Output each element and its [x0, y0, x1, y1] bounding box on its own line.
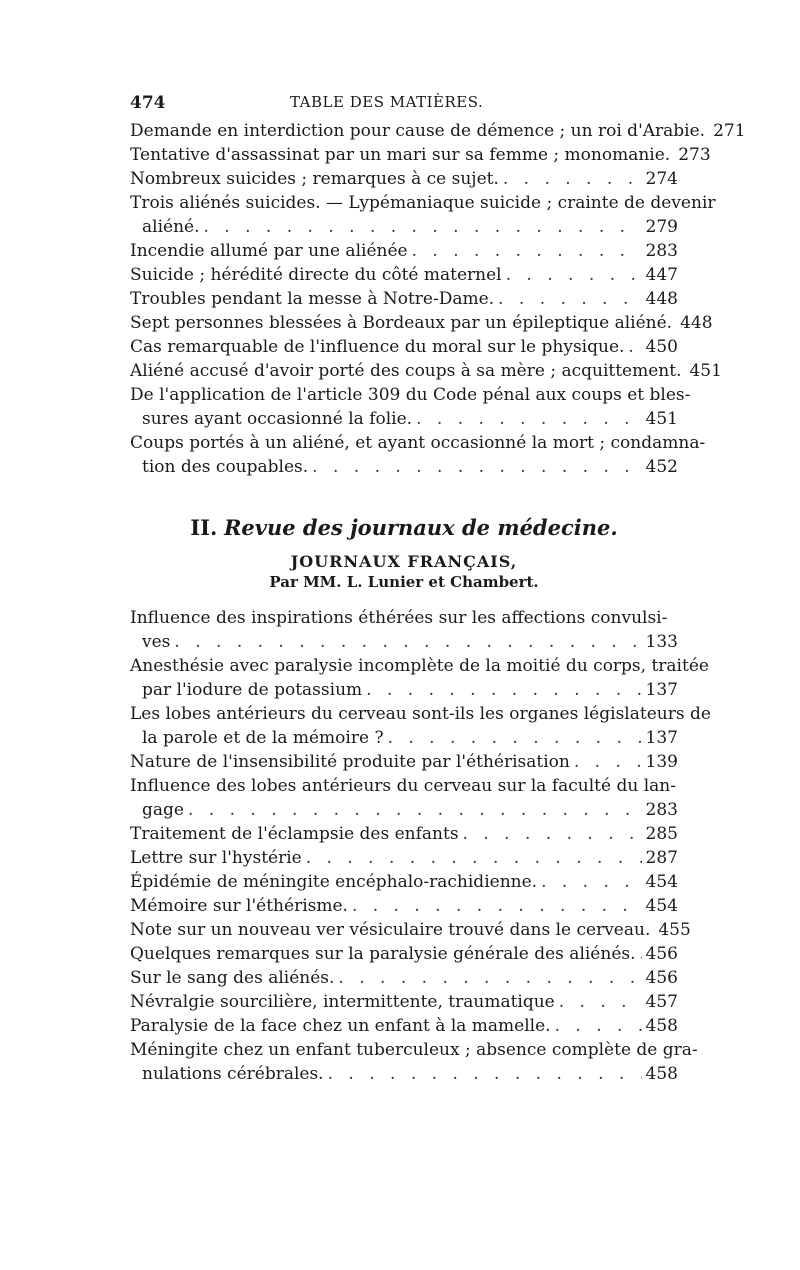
toc-entry: [130, 383, 691, 431]
toc-entry-line: [130, 774, 678, 798]
toc-page-ref: 137: [645, 728, 678, 748]
toc-entry-line: [130, 798, 678, 822]
toc-page-ref: 454: [645, 896, 678, 916]
toc-list-bottom: [130, 606, 711, 1086]
toc-page-ref: 447: [645, 265, 678, 285]
toc-entry-line: [130, 239, 678, 263]
toc-entry-text: Épidémie de méningite encéphalo-rachidienne.: [130, 872, 538, 892]
toc-entry-line: [130, 918, 691, 942]
toc-page-ref: 273: [678, 145, 711, 165]
toc-entry: [130, 239, 678, 263]
toc-page-ref: 287: [645, 848, 678, 868]
toc-entry-text: Quelques remarques sur la paralysie générale des aliénés.: [130, 944, 636, 964]
toc-entry: [130, 774, 678, 822]
toc-entry-line: [130, 1038, 698, 1062]
section-heading: [130, 515, 678, 540]
toc-entry: [130, 263, 678, 287]
toc-entry-line: [130, 311, 713, 335]
toc-entry-line: [130, 822, 678, 846]
toc-entry: [130, 846, 678, 870]
toc-entry-text: nulations cérébrales.: [142, 1064, 324, 1084]
toc-entry-line: [130, 455, 678, 479]
toc-entry-text: aliéné.: [142, 217, 200, 237]
toc-page-ref: 456: [645, 968, 678, 988]
toc-entry-line: [130, 702, 711, 726]
dot-leader: [188, 798, 642, 822]
dot-leader: [628, 335, 641, 359]
toc-entry-line: [130, 870, 678, 894]
toc-page-ref: 458: [645, 1064, 678, 1084]
dot-leader: [555, 1014, 642, 1038]
toc-page-ref: 448: [645, 289, 678, 309]
toc-entry-line: [130, 287, 678, 311]
toc-page-ref: 451: [689, 361, 722, 381]
toc-entry: [130, 191, 716, 239]
toc-list-top: [130, 119, 746, 479]
toc-entry: [130, 990, 678, 1014]
toc-entry-text: Note sur un nouveau ver vésiculaire trouvé dans le cerveau.: [130, 920, 651, 940]
toc-entry: [130, 750, 678, 774]
toc-entry-line: [130, 431, 706, 455]
toc-entry: [130, 311, 713, 335]
toc-entry-text: Lettre sur l'hystérie: [130, 848, 302, 868]
dot-leader: [352, 894, 642, 918]
toc-entry-text: Suicide ; hérédité directe du côté maternel: [130, 265, 502, 285]
toc-entry: [130, 894, 678, 918]
toc-entry-line: [130, 894, 678, 918]
toc-entry-text: Anesthésie avec paralysie incomplète de la moitié du corps, traitée: [130, 656, 709, 676]
document-page: [130, 85, 746, 1086]
dot-leader: [366, 678, 641, 702]
toc-entry-line: [130, 1014, 678, 1038]
dot-leader: [640, 942, 642, 966]
dot-leader: [328, 1062, 642, 1086]
dot-leader: [463, 822, 642, 846]
dot-leader: [503, 167, 642, 191]
toc-entry: [130, 966, 678, 990]
toc-page-ref: 456: [645, 944, 678, 964]
toc-entry: [130, 167, 678, 191]
toc-page-ref: 137: [645, 680, 678, 700]
toc-page-ref: 450: [645, 337, 678, 357]
toc-entry-line: [130, 191, 716, 215]
dot-leader: [388, 726, 642, 750]
toc-entry: [130, 335, 678, 359]
toc-entry: [130, 870, 678, 894]
toc-entry-text: Les lobes antérieurs du cerveau sont-ils les organes législateurs de: [130, 704, 711, 724]
toc-entry-line: [130, 407, 678, 431]
toc-entry-line: [130, 966, 678, 990]
toc-entry-line: [130, 726, 678, 750]
toc-entry-line: [130, 606, 678, 630]
running-head: [130, 85, 678, 119]
toc-entry-text: Influence des inspirations éthérées sur les affections convulsi-: [130, 608, 668, 628]
toc-entry-line: [130, 383, 691, 407]
toc-entry-line: [130, 119, 746, 143]
section-authors: Par MM. L. Lunier et Chambert.: [269, 573, 539, 591]
page-number: 474: [130, 93, 166, 113]
toc-entry-line: [130, 167, 678, 191]
toc-entry-line: [130, 750, 678, 774]
toc-entry-text: Trois aliénés suicides. — Lypémaniaque suicide ; crainte de devenir: [130, 193, 716, 213]
toc-page-ref: 455: [658, 920, 691, 940]
toc-entry-line: [130, 990, 678, 1014]
toc-page-ref: 458: [645, 1016, 678, 1036]
toc-entry: [130, 143, 711, 167]
dot-leader: [338, 966, 641, 990]
toc-page-ref: 452: [645, 457, 678, 477]
toc-entry-text: Mémoire sur l'éthérisme.: [130, 896, 348, 916]
toc-entry-line: [130, 335, 678, 359]
toc-entry-text: Cas remarquable de l'influence du moral sur le physique.: [130, 337, 625, 357]
toc-entry-line: [130, 942, 678, 966]
toc-page-ref: 139: [645, 752, 678, 772]
dot-leader: [306, 846, 642, 870]
toc-entry: [130, 1014, 678, 1038]
toc-entry-text: Névralgie sourcilière, intermittente, traumatique: [130, 992, 555, 1012]
dot-leader: [541, 870, 641, 894]
toc-entry-text: De l'application de l'article 309 du Code pénal aux coups et bles-: [130, 385, 691, 405]
dot-leader: [498, 287, 641, 311]
toc-entry-line: [130, 630, 678, 654]
toc-entry-text: Troubles pendant la messe à Notre-Dame.: [130, 289, 495, 309]
toc-entry-text: Tentative d'assassinat par un mari sur sa femme ; monomanie.: [130, 145, 671, 165]
toc-entry-line: [130, 1062, 678, 1086]
toc-entry-text: Paralysie de la face chez un enfant à la mamelle.: [130, 1016, 551, 1036]
toc-entry-text: Méningite chez un enfant tuberculeux ; absence complète de gra-: [130, 1040, 698, 1060]
toc-entry-line: [130, 846, 678, 870]
toc-entry: [130, 918, 691, 942]
toc-page-ref: 274: [645, 169, 678, 189]
toc-page-ref: 133: [645, 632, 678, 652]
toc-page-ref: 279: [645, 217, 678, 237]
dot-leader: [574, 750, 642, 774]
dot-leader: [174, 630, 641, 654]
toc-entry-text: sures ayant occasionné la folie.: [142, 409, 413, 429]
dot-leader: [506, 263, 642, 287]
toc-page-ref: 454: [645, 872, 678, 892]
toc-entry-text: Incendie allumé par une aliénée: [130, 241, 408, 261]
toc-entry-text: ves: [142, 632, 171, 652]
toc-page-ref: 271: [713, 121, 746, 141]
toc-page-ref: 451: [645, 409, 678, 429]
dot-leader: [416, 407, 641, 431]
toc-entry-text: gage: [142, 800, 184, 820]
toc-page-ref: 283: [645, 800, 678, 820]
toc-entry: [130, 1038, 698, 1086]
toc-entry-text: Nombreux suicides ; remarques à ce sujet.: [130, 169, 499, 189]
toc-page-ref: 283: [645, 241, 678, 261]
dot-leader: [312, 455, 641, 479]
toc-entry-text: Traitement de l'éclampsie des enfants: [130, 824, 459, 844]
dot-leader: [412, 239, 642, 263]
toc-entry-line: [130, 359, 722, 383]
toc-entry: [130, 119, 746, 143]
toc-entry: [130, 702, 711, 750]
toc-entry: [130, 606, 678, 654]
toc-entry: [130, 431, 706, 479]
toc-entry: [130, 654, 709, 702]
toc-entry-text: par l'iodure de potassium: [142, 680, 363, 700]
section-subtitle: JOURNAUX FRANÇAIS,: [290, 552, 518, 571]
toc-entry-text: Sept personnes blessées à Bordeaux par un épileptique aliéné.: [130, 313, 673, 333]
dot-leader: [203, 215, 641, 239]
toc-entry-line: [130, 143, 711, 167]
toc-entry-text: Influence des lobes antérieurs du cerveau sur la faculté du lan-: [130, 776, 676, 796]
toc-page-ref: 448: [680, 313, 713, 333]
toc-entry-text: Aliéné accusé d'avoir porté des coups à sa mère ; acquittement.: [130, 361, 682, 381]
toc-entry: [130, 359, 722, 383]
section-title: Revue des journaux de médecine.: [223, 515, 618, 540]
toc-entry-line: [130, 215, 678, 239]
running-title: TABLE DES MATIÈRES.: [290, 93, 484, 111]
toc-entry-text: la parole et de la mémoire ?: [142, 728, 384, 748]
toc-entry-text: Sur le sang des aliénés.: [130, 968, 335, 988]
toc-entry-text: Demande en interdiction pour cause de démence ; un roi d'Arabie.: [130, 121, 706, 141]
toc-page-ref: 285: [645, 824, 678, 844]
section-number: II.: [190, 515, 218, 540]
toc-entry: [130, 822, 678, 846]
toc-page-ref: 457: [645, 992, 678, 1012]
toc-entry-text: Nature de l'insensibilité produite par l'éthérisation: [130, 752, 570, 772]
toc-entry-line: [130, 678, 678, 702]
toc-entry-text: tion des coupables.: [142, 457, 309, 477]
toc-entry-text: Coups portés à un aliéné, et ayant occasionné la mort ; condamna-: [130, 433, 706, 453]
toc-entry: [130, 942, 678, 966]
toc-entry: [130, 287, 678, 311]
toc-entry-line: [130, 263, 678, 287]
toc-entry-line: [130, 654, 709, 678]
dot-leader: [559, 990, 642, 1014]
